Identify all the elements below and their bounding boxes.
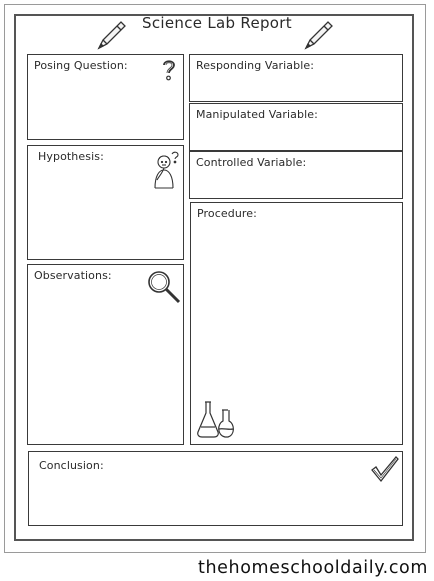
conclusion-box	[28, 451, 403, 526]
flasks-icon	[196, 399, 240, 439]
posing-question-box	[27, 54, 184, 140]
responding-variable-label: Responding Variable:	[196, 59, 315, 72]
procedure-box	[190, 202, 403, 445]
magnifying-glass-icon	[146, 269, 182, 305]
posing-question-label: Posing Question:	[34, 59, 128, 72]
procedure-label: Procedure:	[197, 207, 257, 220]
hypothesis-box	[27, 145, 184, 260]
controlled-variable-label: Controlled Variable:	[196, 156, 307, 169]
observations-box	[27, 264, 184, 445]
manipulated-variable-box	[189, 103, 403, 151]
controlled-variable-box	[189, 151, 403, 199]
observations-label: Observations:	[34, 269, 112, 282]
hypothesis-label: Hypothesis:	[38, 150, 104, 163]
responding-variable-box	[189, 54, 403, 102]
manipulated-variable-label: Manipulated Variable:	[196, 108, 318, 121]
report-title: Science Lab Report	[142, 14, 292, 32]
website-footer: thehomeschooldaily.com	[198, 558, 428, 578]
question-mark-icon	[159, 58, 179, 82]
thinking-person-icon	[147, 150, 181, 194]
checkmark-icon	[370, 455, 400, 483]
conclusion-label: Conclusion:	[39, 459, 104, 472]
